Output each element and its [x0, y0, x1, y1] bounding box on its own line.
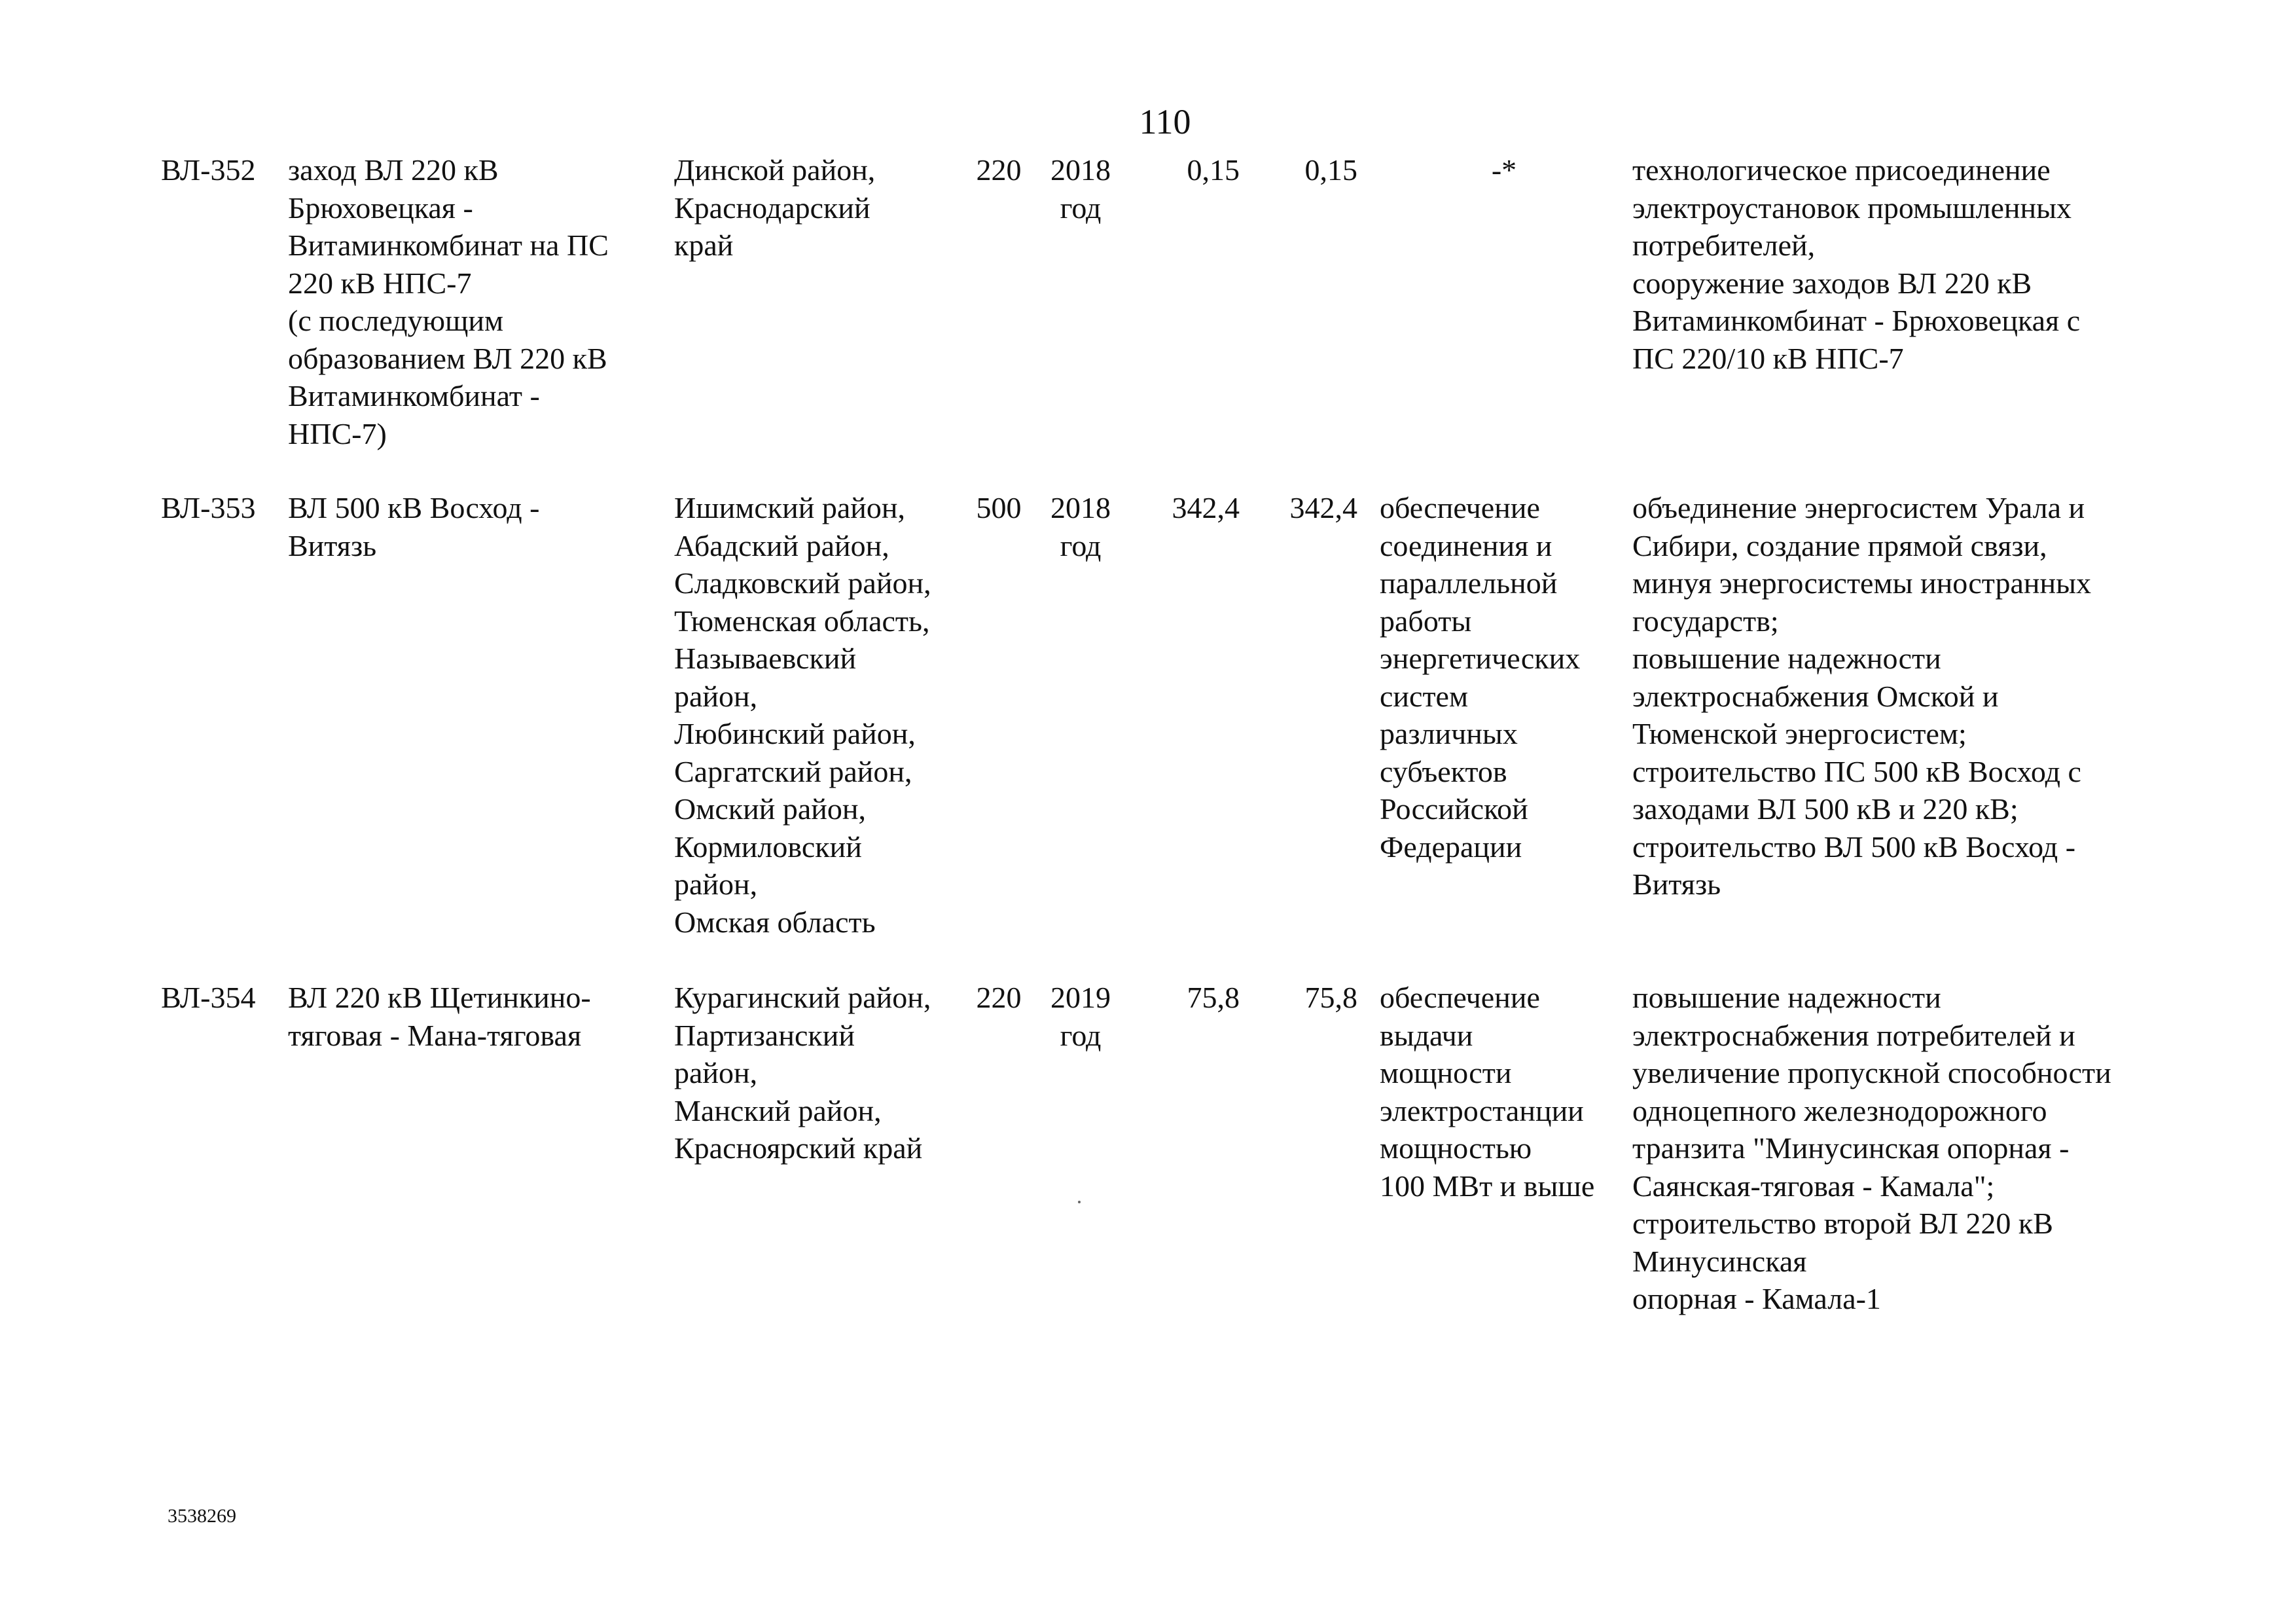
line-length-1: 342,4 [1172, 491, 1240, 524]
line-voltage: 220 [976, 153, 1022, 187]
line-name: заход ВЛ 220 кВ Брюховецкая - Витаминкомбинат на ПС 220 кВ НПС-7 (с последующим образованием ВЛ 220 кВ Витаминкомбинат - НПС-7) [288, 153, 609, 450]
line-year: 2019 год [1050, 981, 1111, 1052]
line-code: ВЛ-353 [161, 491, 256, 524]
line-name: ВЛ 220 кВ Щетинкино- тяговая - Мана-тяговая [288, 981, 591, 1052]
line-code: ВЛ-354 [161, 981, 256, 1014]
line-purpose: технологическое присоединение электроустановок промышленных потребителей, сооружение заходов ВЛ 220 кВ Витаминкомбинат - Брюховецкая с ПС 220/10 кВ НПС-7 [1632, 153, 2081, 375]
line-goal: обеспечение выдачи мощности электростанции мощностью 100 МВт и выше [1380, 981, 1595, 1203]
line-voltage: 500 [976, 491, 1022, 524]
line-length-1: 75,8 [1187, 981, 1240, 1014]
line-length-2: 342,4 [1289, 491, 1357, 524]
line-name: ВЛ 500 кВ Восход - Витязь [288, 491, 540, 562]
line-voltage: 220 [976, 981, 1022, 1014]
scan-speck [1078, 1201, 1081, 1203]
line-goal: -* [1491, 153, 1517, 187]
line-length-2: 75,8 [1304, 981, 1357, 1014]
line-region: Динской район, Краснодарский край [674, 153, 876, 262]
document-code: 3538269 [168, 1505, 236, 1527]
page-number: 110 [1139, 102, 1191, 141]
line-year: 2018 год [1050, 491, 1111, 562]
line-length-2: 0,15 [1304, 153, 1357, 187]
line-code: ВЛ-352 [161, 153, 256, 187]
line-purpose: повышение надежности электроснабжения потребителей и увеличение пропускной способности одноцепного железнодорожного транзита "Минусинская опорная - Саянская-тяговая - Камала"; строительство второй ВЛ 220 кВ Минусинская опорная - Камала-1 [1632, 981, 2111, 1315]
line-goal: обеспечение соединения и параллельной работы энергетических систем различных субъектов Российской Федерации [1380, 491, 1581, 864]
line-length-1: 0,15 [1187, 153, 1240, 187]
line-region: Курагинский район, Партизанский район, Манский район, Красноярский край [674, 981, 931, 1165]
line-purpose: объединение энергосистем Урала и Сибири, создание прямой связи, минуя энергосистемы иностранных государств; повышение надежности электроснабжения Омской и Тюменской энергосистем; строительство ПС 500 кВ Восход с заходами ВЛ 500 кВ и 220 кВ; строительство ВЛ 500 кВ Восход - Витязь [1632, 491, 2092, 901]
line-year: 2018 год [1050, 153, 1111, 225]
line-region: Ишимский район, Абадский район, Сладковский район, Тюменская область, Называевский район, Любинский район, Саргатский район, Омский район, Кормиловский район, Омская область [674, 491, 931, 939]
